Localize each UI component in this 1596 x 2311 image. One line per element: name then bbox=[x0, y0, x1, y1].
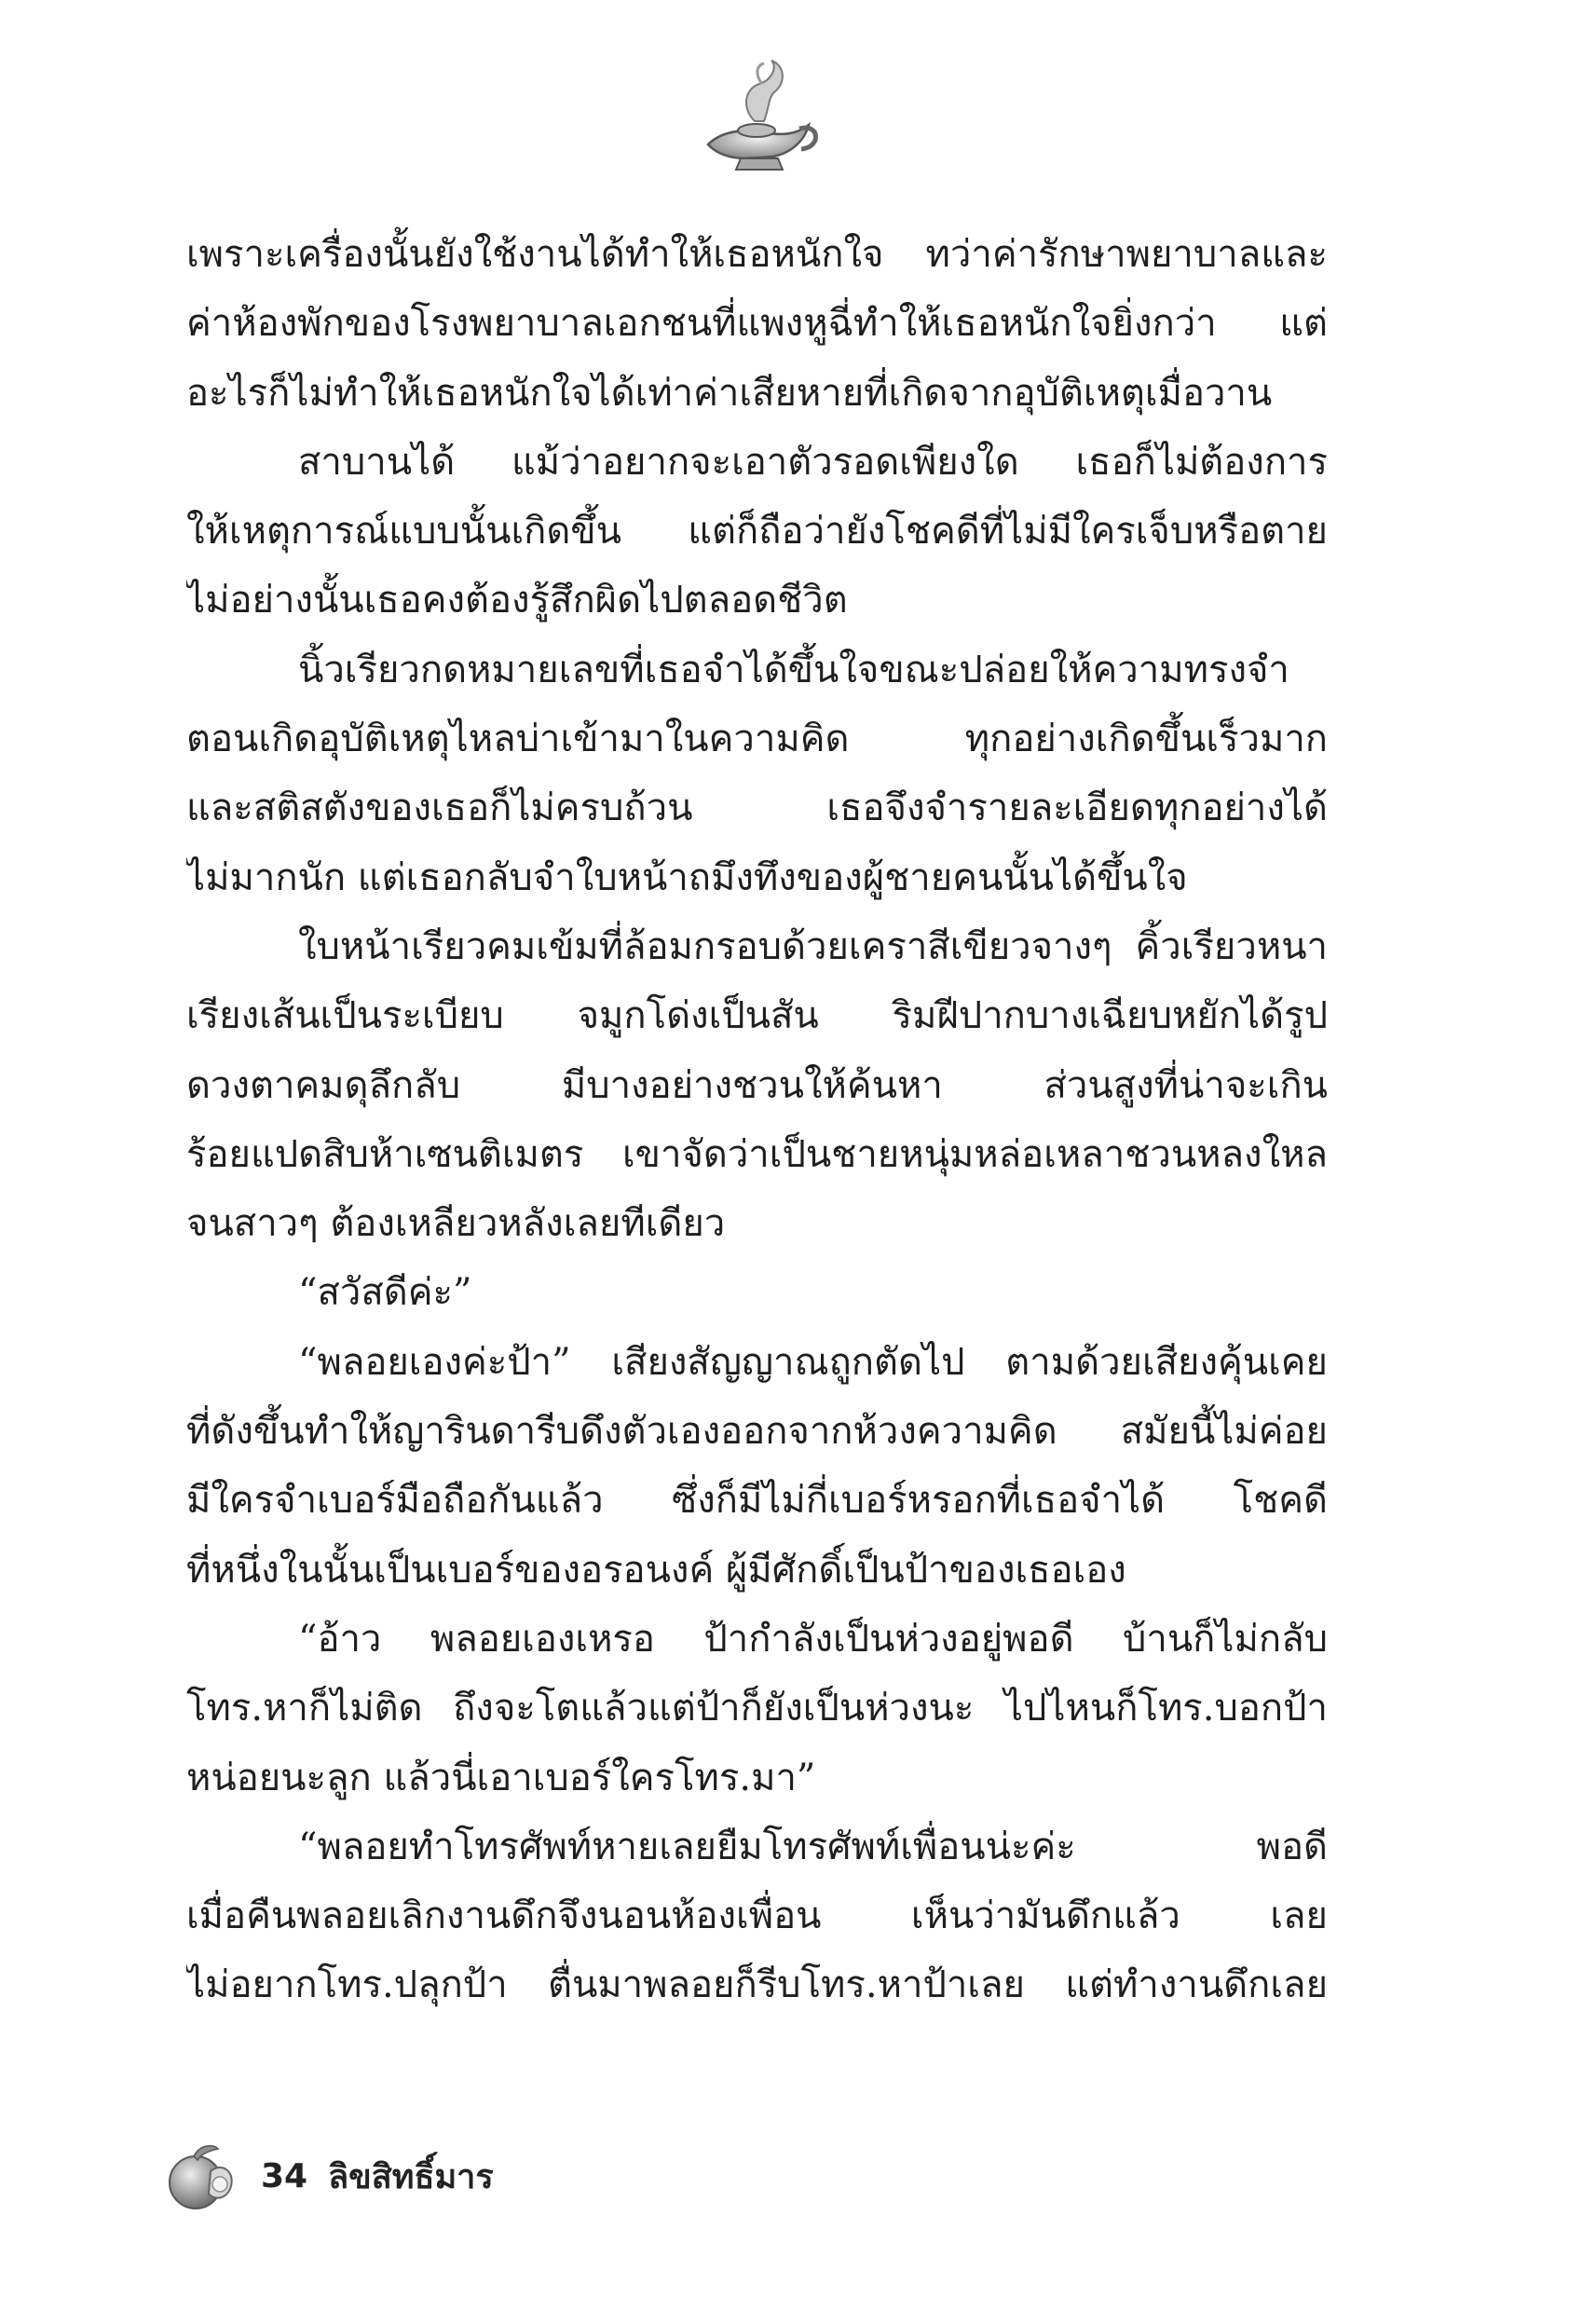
text-line: “อ้าว พลอยเองเหรอ ป้ากำลังเป็นห่วงอยู่พอดี บ้านก็ไม่กลับ bbox=[298, 1617, 1328, 1661]
text-line: ให้เหตุการณ์แบบนั้นเกิดขึ้น แต่ก็ถือว่ายังโชคดีที่ไม่มีใครเจ็บหรือตาย bbox=[186, 510, 1328, 554]
body-text bbox=[186, 220, 1328, 2020]
page-footer bbox=[157, 2134, 716, 2218]
text-line: ค่าห้องพักของโรงพยาบาลเอกชนที่แพงหูฉี่ทำให้เธอหนักใจยิ่งกว่า แต่ bbox=[186, 302, 1328, 346]
text-line: เมื่อคืนพลอยเลิกงานดึกจึงนอนห้องเพื่อน เห็นว่ามันดึกแล้ว เลย bbox=[186, 1894, 1328, 1938]
text-line: สาบานได้ แม้ว่าอยากจะเอาตัวรอดเพียงใด เธอก็ไม่ต้องการ bbox=[298, 440, 1328, 484]
text-line: ที่หนึ่งในนั้นเป็นเบอร์ของอรอนงค์ ผู้มีศักดิ์เป็นป้าของเธอเอง bbox=[186, 1548, 1126, 1592]
text-line: หน่อยนะลูก แล้วนี่เอาเบอร์ใครโทร.มา” bbox=[186, 1756, 816, 1799]
text-line: และสติสตังของเธอก็ไม่ครบถ้วน เธอจึงจำรายละเอียดทุกอย่างได้ bbox=[186, 786, 1328, 830]
text-line: “พลอยทำโทรศัพท์หายเลยยืมโทรศัพท์เพื่อนน่ะค่ะ พอดี bbox=[298, 1825, 1328, 1868]
text-line: โทร.หาก็ไม่ติด ถึงจะโตแล้วแต่ป้าก็ยังเป็นห่วงนะ ไปไหนก็โทร.บอกป้า bbox=[186, 1687, 1328, 1730]
text-line: “สวัสดีค่ะ” bbox=[298, 1271, 472, 1315]
text-line: มีใครจำเบอร์มือถือกันแล้ว ซึ่งก็มีไม่กี่เบอร์หรอกที่เธอจำได้ โชคดี bbox=[186, 1479, 1328, 1523]
text-line: ตอนเกิดอุบัติเหตุไหลบ่าเข้ามาในความคิด ทุกอย่างเกิดขึ้นเร็วมาก bbox=[186, 718, 1328, 761]
text-line: นิ้วเรียวกดหมายเลขที่เธอจำได้ขึ้นใจขณะปล่อยให้ความทรงจำ bbox=[298, 648, 1289, 691]
genie-lamp-icon bbox=[689, 56, 829, 196]
text-line: เรียงเส้นเป็นระเบียบ จมูกโด่งเป็นสัน ริมฝีปากบางเฉียบหยักได้รูป bbox=[186, 994, 1328, 1038]
text-line: ดวงตาคมดุลึกลับ มีบางอย่างชวนให้ค้นหา ส่วนสูงที่น่าจะเกิน bbox=[186, 1063, 1328, 1107]
text-line: ไม่มากนัก แต่เธอกลับจำใบหน้าถมึงทึงของผู้ชายคนนั้นได้ขึ้นใจ bbox=[186, 855, 1188, 899]
page-number: 34 bbox=[261, 2156, 308, 2195]
fruit-icon bbox=[157, 2134, 240, 2218]
text-line: ไม่อยากโทร.ปลุกป้า ตื่นมาพลอยก็รีบโทร.หาป้าเลย แต่ทำงานดึกเลย bbox=[186, 1963, 1328, 2007]
text-line: “พลอยเองค่ะป้า” เสียงสัญญาณถูกตัดไป ตามด้วยเสียงคุ้นเคย bbox=[298, 1340, 1328, 1384]
text-line: ไม่อย่างนั้นเธอคงต้องรู้สึกผิดไปตลอดชีวิต bbox=[186, 579, 848, 622]
text-line: จนสาวๆ ต้องเหลียวหลังเลยทีเดียว bbox=[186, 1202, 726, 1246]
text-line: ร้อยแปดสิบห้าเซนติเมตร เขาจัดว่าเป็นชายหนุ่มหล่อเหลาชวนหลงใหล bbox=[186, 1132, 1328, 1176]
book-title: ลิขสิทธิ์มาร bbox=[328, 2157, 494, 2196]
text-line: ใบหน้าเรียวคมเข้มที่ล้อมกรอบด้วยเคราสีเขียวจางๆ คิ้วเรียวหนา bbox=[298, 924, 1328, 968]
text-line: ที่ดังขึ้นทำให้ญารินดารีบดึงตัวเองออกจากห้วงความคิด สมัยนี้ไม่ค่อย bbox=[186, 1410, 1328, 1454]
text-line: เพราะเครื่องนั้นยังใช้งานได้ทำให้เธอหนักใจ ทว่าค่ารักษาพยาบาลและ bbox=[186, 233, 1328, 276]
text-line: อะไรก็ไม่ทำให้เธอหนักใจได้เท่าค่าเสียหายที่เกิดจากอุบัติเหตุเมื่อวาน bbox=[186, 371, 1273, 415]
